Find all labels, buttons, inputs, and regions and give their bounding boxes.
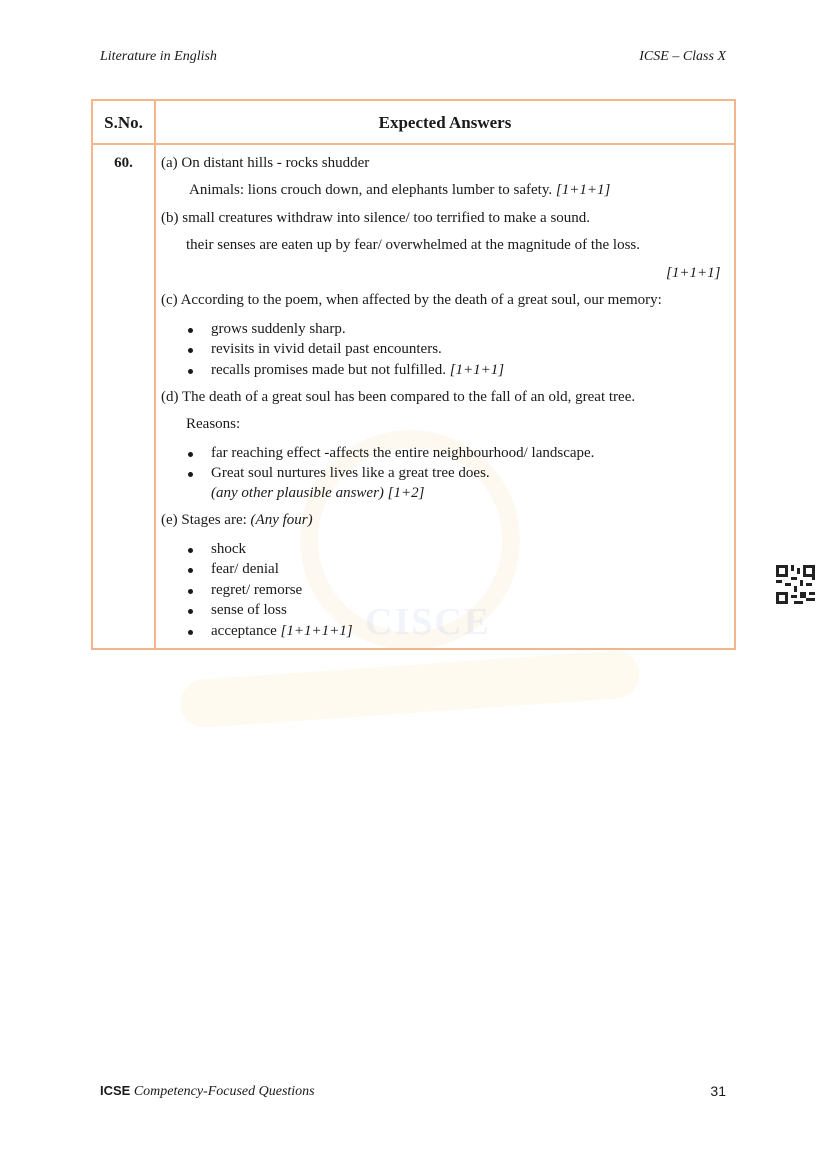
bullet-icon	[188, 568, 193, 573]
bullet-icon	[188, 452, 193, 457]
header-class: ICSE – Class X	[639, 49, 726, 64]
answer-d-line1: (d) The death of a great soul has been compared to the fall of an old, great tree.	[161, 389, 636, 405]
answer-a-text: Animals: lions crouch down, and elephants lumber to safety.	[189, 182, 553, 198]
answer-b-line2: their senses are eaten up by fear/ overwhelmed at the magnitude of the loss.	[186, 237, 641, 253]
bullet-icon	[188, 609, 193, 614]
answer-e-bullet-2: fear/ denial	[211, 561, 279, 577]
answer-a-marks: [1+1+1]	[555, 182, 611, 198]
column-header-sno: S.No.	[104, 113, 143, 132]
table-header-divider	[93, 143, 734, 145]
footer-title	[100, 1083, 315, 1100]
answer-c-marks: [1+1+1]	[449, 362, 505, 378]
bullet-icon	[188, 589, 193, 594]
answer-e-bullet-4: sense of loss	[211, 602, 287, 618]
answer-e-note: (Any four)	[250, 512, 313, 528]
question-number: 60.	[114, 155, 133, 171]
bullet-icon	[188, 630, 193, 635]
answer-c-bullet-2: revisits in vivid detail past encounters.	[211, 341, 442, 357]
header-subject: Literature in English	[100, 49, 217, 64]
answer-d-bullet-1: far reaching effect -affects the entire neighbourhood/ landscape.	[211, 445, 595, 461]
answer-e-bullet-3: regret/ remorse	[211, 582, 303, 598]
watermark-banner	[179, 649, 641, 729]
answer-e-bullet-5: acceptance [1+1+1+1]	[211, 623, 353, 639]
answer-e-bullet-1: shock	[211, 541, 246, 557]
bullet-icon	[188, 472, 193, 477]
watermark-text: CISCE	[365, 601, 492, 643]
table-column-divider	[154, 101, 156, 648]
bullet-icon	[188, 369, 193, 374]
footer-brand: ICSE	[100, 1083, 131, 1098]
footer-subtitle: Competency-Focused Questions	[133, 1084, 315, 1099]
answer-c-bullet-1: grows suddenly sharp.	[211, 321, 346, 337]
column-header-answers: Expected Answers	[378, 113, 512, 132]
qr-code-icon	[776, 565, 815, 604]
answer-c-bullet-3: recalls promises made but not fulfilled. [1+1+1]	[211, 362, 505, 378]
answer-d-bullet-2: Great soul nurtures lives like a great tree does.	[211, 465, 490, 481]
answer-b-line1: (b) small creatures withdraw into silence/ too terrified to make a sound.	[161, 210, 591, 226]
answer-c-line1: (c) According to the poem, when affected by the death of a great soul, our memory:	[161, 292, 662, 308]
answer-b-marks: [1+1+1]	[666, 265, 721, 281]
answer-d-note: (any other plausible answer) [1+2]	[211, 485, 425, 501]
page-number: 31	[710, 1083, 726, 1099]
bullet-icon	[188, 548, 193, 553]
answer-e-line1: (e) Stages are: (Any four)	[161, 512, 313, 528]
answer-d-reasons-label: Reasons:	[186, 416, 241, 432]
answer-e-marks: [1+1+1+1]	[280, 623, 353, 639]
bullet-icon	[188, 348, 193, 353]
answer-a-line1: (a) On distant hills - rocks shudder	[161, 155, 370, 171]
answer-a-line2	[189, 182, 610, 199]
bullet-icon	[188, 328, 193, 333]
